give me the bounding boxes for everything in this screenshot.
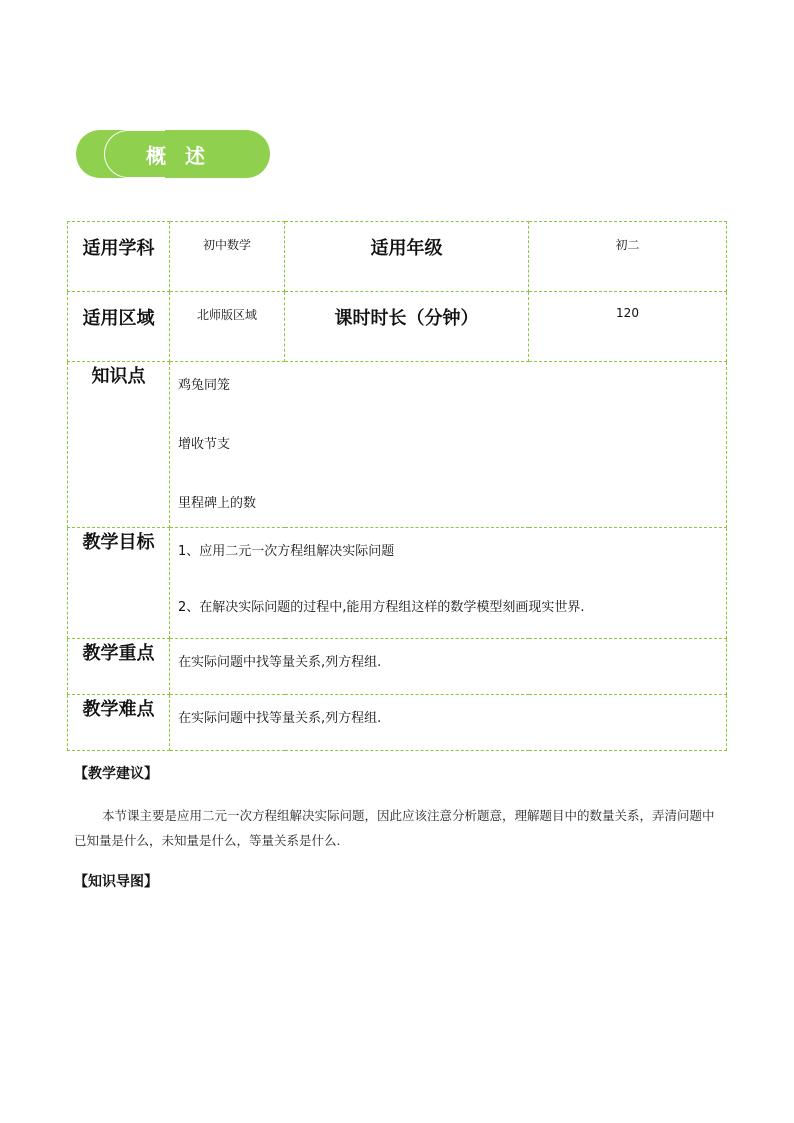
region-label: 适用区域 — [68, 292, 170, 362]
difficulties-label: 教学难点 — [68, 695, 170, 751]
difficulties-text: 在实际问题中找等量关系,列方程组. — [178, 711, 382, 726]
key-points-label: 教学重点 — [68, 639, 170, 695]
mindmap-heading: 【知识导图】 — [74, 874, 158, 890]
knowledge-label: 知识点 — [68, 362, 170, 528]
table-row-goals — [68, 528, 727, 639]
subject-value: 初中数学 — [170, 222, 285, 292]
banner-title: 概 述 — [146, 144, 211, 168]
key-points-content — [170, 639, 727, 695]
duration-label: 课时时长（分钟） — [285, 292, 529, 362]
table-row-knowledge — [68, 362, 727, 528]
knowledge-content — [170, 362, 727, 528]
overview-banner — [76, 130, 270, 178]
suggestion-text: 本节课主要是应用二元一次方程组解决实际问题，因此应该注意分析题意，理解题目中的数量关系，弄清问题中已知量是什么，未知量是什么，等量关系是什么. — [74, 808, 715, 848]
overview-table — [67, 221, 727, 751]
suggestion-heading: 【教学建议】 — [74, 766, 158, 782]
grade-value: 初二 — [529, 222, 727, 292]
goal-item: 2、在解决实际问题的过程中,能用方程组这样的数学模型刻画现实世界. — [178, 600, 585, 615]
knowledge-item: 鸡兔同笼 — [178, 378, 231, 393]
knowledge-item: 里程碑上的数 — [178, 496, 257, 511]
difficulties-content — [170, 695, 727, 751]
key-points-text: 在实际问题中找等量关系,列方程组. — [178, 655, 382, 670]
knowledge-item: 增收节支 — [178, 437, 231, 452]
table-row-difficulties — [68, 695, 727, 751]
goal-item: 1、应用二元一次方程组解决实际问题 — [178, 544, 395, 559]
table-row-region — [68, 292, 727, 362]
goals-content — [170, 528, 727, 639]
goals-label: 教学目标 — [68, 528, 170, 639]
region-value: 北师版区域 — [170, 292, 285, 362]
table-row-subject — [68, 222, 727, 292]
subject-label: 适用学科 — [68, 222, 170, 292]
table-row-key-points — [68, 639, 727, 695]
duration-value: 120 — [529, 292, 727, 362]
grade-label: 适用年级 — [285, 222, 529, 292]
